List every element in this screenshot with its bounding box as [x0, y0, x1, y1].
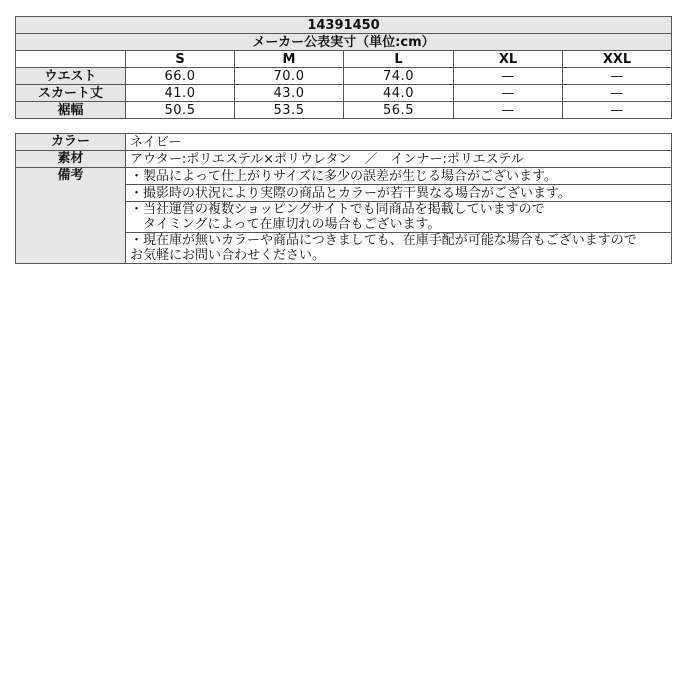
table-cell: 53.5 [235, 102, 344, 119]
color-label: カラー [16, 134, 126, 151]
note-item [126, 202, 672, 233]
note-line: タイミングによって在庫切れの場合もございます。 [130, 217, 441, 232]
size-header-s: S [126, 51, 235, 68]
table-cell: — [454, 102, 563, 119]
size-table [15, 16, 672, 119]
color-value: ネイビー [126, 134, 672, 151]
note-line: ・当社運営の複数ショッピングサイトでも同商品を掲載していますので [130, 202, 545, 217]
table-cell: 56.5 [344, 102, 454, 119]
note-line: ・撮影時の状況により実際の商品とカラーが若干異なる場合がございます。 [130, 185, 571, 201]
table-cell: 70.0 [235, 68, 344, 85]
table-cell: 43.0 [235, 85, 344, 102]
note-line: ・現在庫が無いカラーや商品につきましても、在庫手配が可能な場合もございますので [130, 233, 637, 248]
table-cell: 50.5 [126, 102, 235, 119]
table-cell: — [454, 85, 563, 102]
material-value: アウター:ポリエステル×ポリウレタン ／ インナー:ポリエステル [126, 151, 672, 168]
table-cell: 44.0 [344, 85, 454, 102]
row-label-hem-width: 裾幅 [16, 102, 126, 119]
size-header-l: L [344, 51, 454, 68]
notes-label: 備考 [16, 168, 126, 264]
spec-row-color [16, 134, 672, 151]
table-row [16, 68, 672, 85]
table-cell: 74.0 [344, 68, 454, 85]
row-label-waist: ウエスト [16, 68, 126, 85]
row-label-skirt-length: スカート丈 [16, 85, 126, 102]
note-item [126, 185, 672, 202]
size-header-row [16, 51, 672, 68]
size-header-xl: XL [454, 51, 563, 68]
size-header-blank [16, 51, 126, 68]
note-item [126, 233, 672, 264]
note-line: ・製品によって仕上がりサイズに多少の誤差が生じる場合がございます。 [130, 168, 557, 184]
size-header-m: M [235, 51, 344, 68]
table-cell: 66.0 [126, 68, 235, 85]
table-cell: — [563, 85, 672, 102]
product-code: 14391450 [16, 17, 672, 34]
note-item [126, 168, 672, 185]
spec-table [15, 133, 672, 264]
table-row [16, 85, 672, 102]
note-line: お気軽にお問い合わせください。 [130, 248, 326, 263]
table-cell: — [563, 68, 672, 85]
size-header-xxl: XXL [563, 51, 672, 68]
table-cell: 41.0 [126, 85, 235, 102]
size-table-subtitle: メーカー公表実寸（単位:cm） [16, 34, 672, 51]
material-label: 素材 [16, 151, 126, 168]
table-cell: — [454, 68, 563, 85]
table-row [16, 102, 672, 119]
table-cell: — [563, 102, 672, 119]
spec-row-material [16, 151, 672, 168]
spec-row-notes [16, 168, 672, 185]
